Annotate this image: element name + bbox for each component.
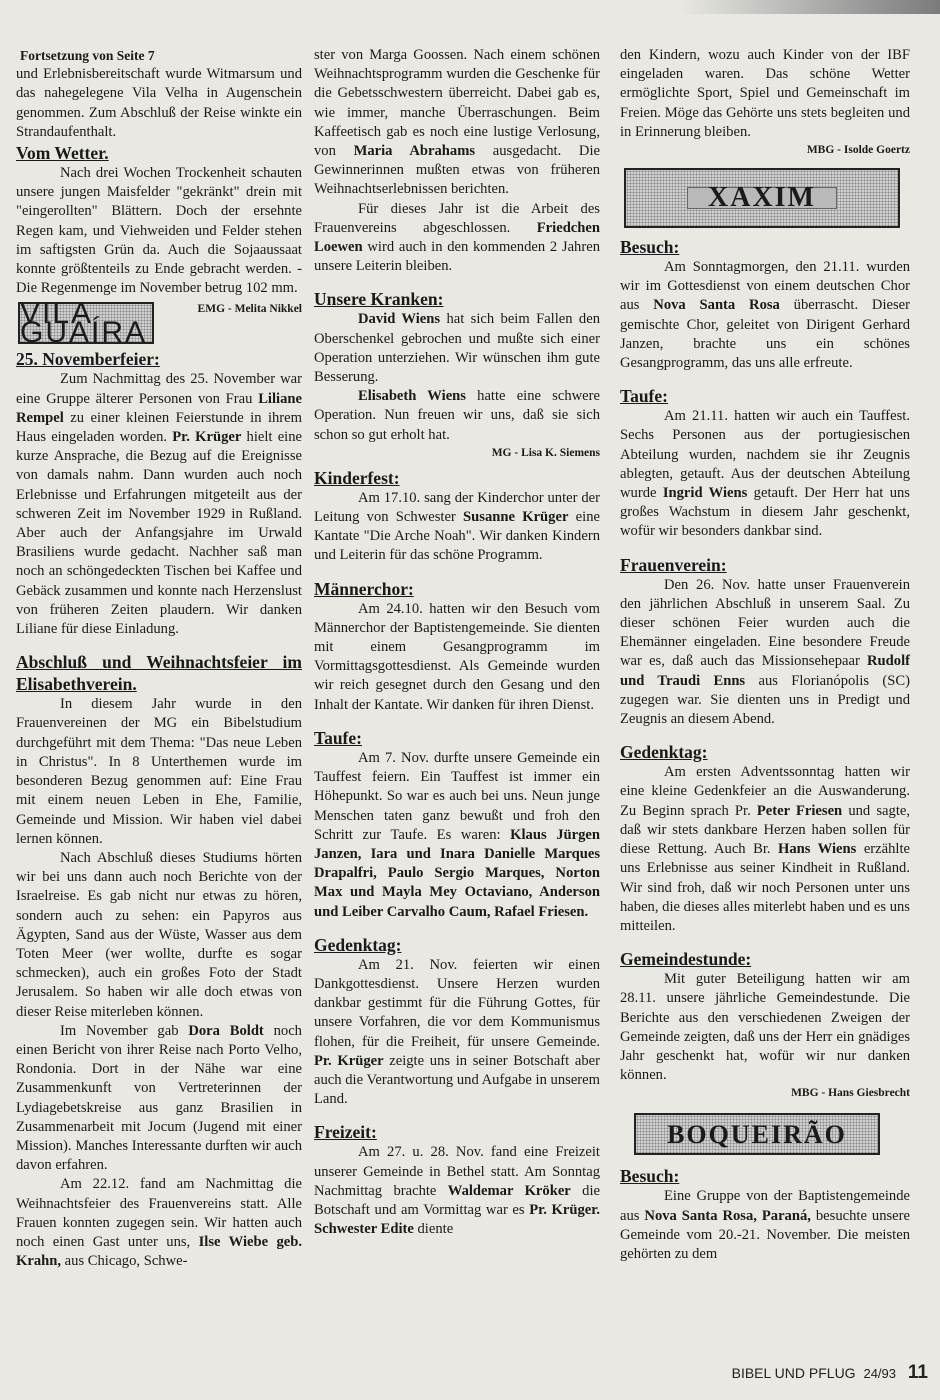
section-heading-wetter: Vom Wetter. [16, 143, 109, 164]
paragraph: Am 21. Nov. feierten wir einen Dankgottesdienst. Unsere Herzen wurden dankbar gestimmt für die Führung Gottes, für unsere Vorfahren, die vor dem Kommunismus flohen, für die Freiheit, für unsere Gemeinde. Pr. Krüger zeigte uns in seiner Botschaft aber auch die Verantwortung und Aufgabe in unserem Land. [314, 956, 600, 1108]
paragraph: Am 27. u. 28. Nov. fand eine Freizeit unserer Gemeinde in Bethel statt. Am Sonntag Nachmittag brachte Waldemar Kröker die Botschaft und am Vormittag war es Pr. Krüger. Schwester Edite diente [314, 1144, 601, 1238]
paragraph: Nach Abschluß dieses Studiums hörten wir bei uns dann auch noch Berichte von der Israelreise. Es gab nicht nur etwas zu hören, sondern auch zu sehen: ein Papyros aus Ägypten, Sand aus der Wüste, Wasser aus dem Toten Meer (wer wollte, durfte es sogar schmecken), auch ein großes Foto der Stadt Jerusalem. So haben wir alle doch etwas von dieser Reise miterleben können. [16, 849, 302, 1020]
section-heading-taufe: Taufe: [314, 727, 362, 748]
continuation-note: Fortsetzung von Seite 7 [20, 48, 155, 63]
issue-number: 24/93 [863, 1366, 897, 1381]
section-heading-maennerchor: Männerchor: [314, 578, 414, 599]
section-heading-kinderfest: Kinderfest: [314, 467, 400, 488]
column-3 [620, 46, 910, 1264]
banner-boqueirao: BOQUEIRÃO [634, 1113, 880, 1155]
paragraph: Den 26. Nov. hatte unser Frauenverein den jährlichen Abschluß in unserem Saal. Zu dieser schönen Feier wurden auch die Ehemänner eingeladen. Eine besondere Freude war es, daß auch das Missionsehepaar Rudolf und Traudi Enns aus Florianópolis (SC) zugegen war. Sie dienten uns in Predigt und Zeugnis an diesem Abend. [620, 576, 910, 728]
section-heading-kranken: Unsere Kranken: [314, 289, 444, 310]
author-signature: MG - Lisa K. Siemens [491, 446, 600, 459]
column-2 [314, 46, 600, 1239]
paragraph: den Kindern, wozu auch Kinder von der IBF eingeladen waren. Das schöne Wetter ermöglichte Sport, Spiel und Gemeinschaft im Freien. Möge das Gehörte uns stets begleiten und in Erinnerung bleiben. [620, 47, 910, 140]
paragraph: Im November gab Dora Boldt noch einen Bericht von ihrer Reise nach Porto Velho, Rondonia. Dort in der Nähe war eine Zusammenkunft von Vertreterinnen der Lydiagebetskreise aus ganz Brasilien in Zusammenarbeit mit Jocum (Jugend mit einer Mission). Manches Interessante durften wir auch davon erfahren. [16, 1022, 302, 1174]
column-1 [16, 46, 302, 1271]
paragraph: Am 22.12. fand am Nachmittag die Weihnachtsfeier des Frauenvereins statt. Alle Frauen konnten zugegen sein. Wir hatten auch noch einen Gast unter uns, Ilse Wiebe geb. Krahn, aus Chicago, Schwe- [16, 1176, 302, 1270]
paragraph: David Wiens hat sich beim Fallen den Oberschenkel gebrochen und mußte sich einer Operation unterziehen. Wir wünschen ihm gute Besserung. [314, 311, 600, 386]
author-signature: MBG - Isolde Goertz [806, 144, 910, 157]
section-heading-frauenverein: Frauenverein: [620, 554, 727, 575]
section-heading-gedenktag: Gedenktag: [314, 934, 402, 955]
section-heading-abschluss: Abschluß und Weihnachtsfeier im Elisabethverein. [16, 652, 302, 695]
paragraph: Eine Gruppe von der Baptistengemeinde aus Nova Santa Rosa, Paraná, besuchte unsere Gemeinde vom 20.-21. November. Die meisten gehörten zu dem [620, 1188, 910, 1262]
banner-vila-guaira: VILA GUAÍRA [18, 302, 154, 344]
section-heading-novemberfeier: 25. Novemberfeier: [16, 349, 160, 370]
paragraph: Zum Nachmittag des 25. November war eine Gruppe älterer Personen von Frau Liliane Rempel zu einer kleinen Feierstunde in ihrem Haus eingeladen worden. Pr. Krüger hielt eine kurze Ansprache, die Bezug auf die Ereignisse von damals nahm. Dann wurden auch noch Erlebnisse und Erfahrungen mitgeteilt aus der schweren Zeit im November 1929 in Rußland. Aber auch der Anfangsjahre im Urwald Brasiliens wurde gedacht. Nachher saß man noch an schöngedeckten Tischen bei Kaffee und Gebäck zusammen und konnte nach Herzenslust von früheren Zeiten plaudern. Wir danken Liliane für diese Einladung. [16, 371, 302, 638]
banner-xaxim [624, 168, 900, 228]
paragraph: Am Sonntagmorgen, den 21.11. wurden wir im Gottesdienst von einem deutschen Chor aus Nova Santa Rosa überrascht. Dieser gemischte Chor, geleitet von Dirigent Gerhard Janzen, brachte uns ein schönes Gesangprogramm, das uns alle erfreute. [620, 259, 911, 372]
magazine-name: BIBEL UND PFLUG [731, 1365, 856, 1381]
banner-xaxim-title: XAXIM [687, 187, 837, 208]
section-heading-taufe: Taufe: [620, 386, 668, 407]
page-number: 11 [907, 1362, 928, 1383]
section-heading-besuch: Besuch: [620, 1166, 680, 1187]
section-heading-gemeindestunde: Gemeindestunde: [620, 949, 752, 970]
paragraph: Am 17.10. sang der Kinderchor unter der Leitung von Schwester Susanne Krüger eine Kantate "Die Arche Noah". Wir danken Kindern und Leiterin für das schöne Programm. [314, 489, 600, 564]
paragraph: Mit guter Beteiligung hatten wir am 28.11. unsere jährliche Gemeindestunde. Die Berichte aus den verschiedenen Zweigen der Gemeinde zeigten, daß uns der Herr ein gnädiges Jahr geschenkt hat, wofür wir nur danken können. [620, 971, 910, 1084]
paragraph: In diesem Jahr wurde in den Frauenvereinen der MG ein Bibelstudium durchgeführt mit dem Thema: "Das neue Leben in Christus". In 8 Unterthemen wurde im besonderen Bezug genommen auf: Eine Frau mit einem neuen Leben in Ehe, Familie, Gemeinde und Mission. Wir haben viel dabei lernen können. [16, 696, 302, 847]
paragraph: und Erlebnisbereitschaft wurde Witmarsum und das nahegelegene Vila Velha in Augenschein genommen. Zum Abschluß der Reise winkte ein Strandaufenthalt. [16, 66, 302, 140]
paragraph: Am ersten Adventssonntag hatten wir eine kleine Gedenkfeier an die Auswanderung. Zu Beginn sprach Pr. Peter Friesen und sagte, daß wir stets dankbare Herzen haben sollen für diese Rettung. Auch Br. Hans Wiens erzählte uns Erlebnisse aus seiner Kindheit in Rußland. Wir sind froh, daß wir noch Personen unter uns haben, die dieses alles miterlebt haben und es uns mitteilen. [620, 764, 910, 934]
section-heading-gedenktag: Gedenktag: [620, 742, 708, 763]
section-heading-freizeit: Freizeit: [314, 1122, 377, 1143]
paragraph: Am 21.11. hatten wir auch ein Tauffest. Sechs Personen aus der portugiesischen Abteilung wurden, nachdem sie ihr Zeugnis ablegten, getauft. Aus der deutschen Abteilung wurde Ingrid Wiens getauft. Der Herr hat uns großes Wachstum in diesem Jahr geschenkt, wofür wir besonders dankbar sind. [620, 408, 910, 540]
paragraph: Elisabeth Wiens hatte eine schwere Operation. Nun freuen wir uns, daß sie sich schon so gut erholt hat. [314, 388, 600, 443]
paragraph: Nach drei Wochen Trockenheit schauten unsere jungen Maisfelder "gekränkt" drein mit "eingerollten" Blättern. Doch der ersehnte Regen kam, und Viehweiden und Felder stehen im saftigsten Grün da. Auch die Sojaaussaat konnte größtenteils zu Ende gebracht werden. - Die Regenmenge im November betrug 102 mm. EMG - Melita Nikkel [16, 164, 302, 298]
paragraph: ster von Marga Goossen. Nach einem schönen Weihnachtsprogramm wurden die Geschenke für die Gebetsschwestern überreicht. Dabei gab es, wie immer, manche Überraschungen. Beim Kaffeetisch gab es noch eine lustige Verlosung, von Maria Abrahams ausgedacht. Die Gewinnerinnen mußten etwas von früheren Weihnachtserlebnissen berichten. [314, 47, 600, 198]
section-heading-besuch: Besuch: [620, 237, 680, 258]
page-footer [732, 1362, 928, 1384]
author-signature: EMG - Melita Nikkel [197, 303, 302, 316]
paragraph: Für dieses Jahr ist die Arbeit des Frauenvereins abgeschlossen. Friedchen Loewen wird auch in den kommenden 2 Jahren unsere Leiterin bleiben. [314, 200, 600, 275]
paragraph: Am 7. Nov. durfte unsere Gemeinde ein Tauffest feiern. Ein Tauffest ist immer ein Höhepunkt. So war es auch bei uns. Neun junge Menschen taten ganz bewußt und froh den Schritt zur Taufe. Es waren: Klaus Jürgen Janzen, Iara und Inara Danielle Marques Drapalfri, Paulo Sergio Marques, Norton Max und Mayla Mey Octaviano, Anderson und Leiber Carvalho Caum, Rafael Friesen. [314, 749, 600, 920]
paragraph: Am 24.10. hatten wir den Besuch vom Männerchor der Baptistengemeinde. Sie dienten mit einem Gesangprogramm im Vormittagsgottesdienst. Als Gemeinde wurden wir reich gesegnet durch den Gesang und den Inhalt der Kantate. Wir danken für ihren Dienst. [314, 600, 600, 713]
author-signature: MBG - Hans Giesbrecht [791, 1087, 910, 1100]
page-corner-shadow [680, 0, 940, 14]
